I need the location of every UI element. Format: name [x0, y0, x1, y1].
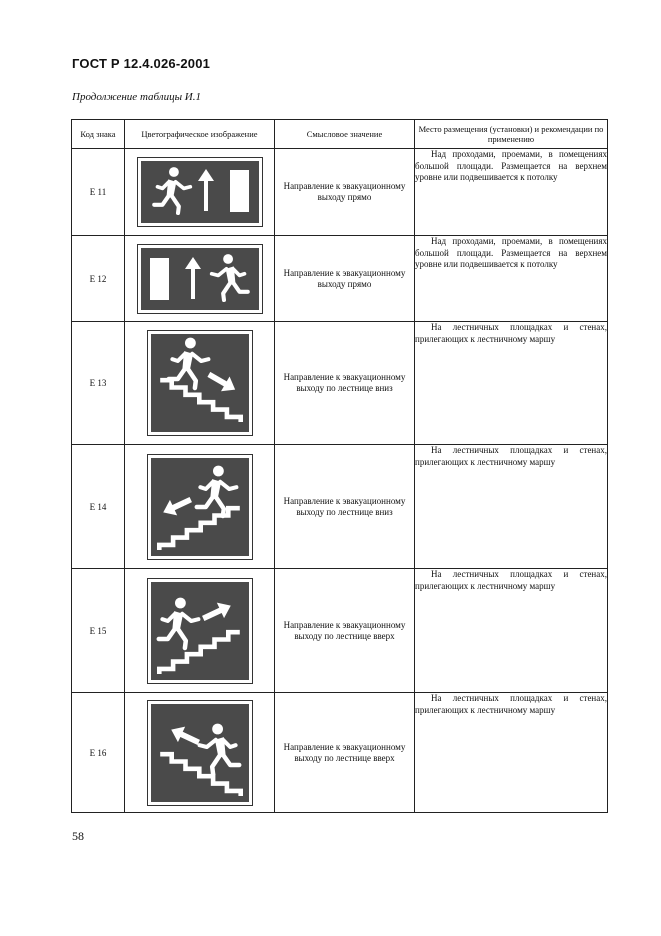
table-row [72, 693, 608, 813]
stairs-up-right-icon [147, 578, 253, 684]
column-header-image: Цветографическое изображение [125, 120, 275, 149]
sign-meaning: Направление к эвакуационному выходу прямо [275, 149, 415, 236]
sign-image-cell [125, 236, 275, 322]
sign-code: Е 15 [72, 569, 125, 693]
stairs-down-left-icon [147, 454, 253, 560]
sign-image-cell [125, 445, 275, 569]
sign-image-cell [125, 693, 275, 813]
table-row [72, 322, 608, 445]
page-number: 58 [72, 829, 84, 843]
sign-placement: На лестничных площадках и стенах, прилегающих к лестничному маршу [415, 445, 608, 569]
sign-placement: На лестничных площадках и стенах, прилегающих к лестничному маршу [415, 569, 608, 693]
sign-image-cell [125, 569, 275, 693]
sign-meaning: Направление к эвакуационному выходу по лестнице вниз [275, 445, 415, 569]
table-row [72, 569, 608, 693]
signs-table [71, 119, 608, 813]
sign-image-cell [125, 322, 275, 445]
column-header-code: Код знака [72, 120, 125, 149]
sign-code: Е 14 [72, 445, 125, 569]
table-row [72, 149, 608, 236]
sign-code: Е 11 [72, 149, 125, 236]
column-header-meaning: Смысловое значение [275, 120, 415, 149]
table-row [72, 445, 608, 569]
sign-meaning: Направление к эвакуационному выходу по лестнице вверх [275, 693, 415, 813]
sign-placement: Над проходами, проемами, в помещениях большой площади. Размещается на верхнем уровне или подвешивается к потолку [415, 149, 608, 236]
sign-placement: На лестничных площадках и стенах, прилегающих к лестничному маршу [415, 693, 608, 813]
running-man-arrow-up-door-icon [137, 157, 263, 227]
door-arrow-up-running-man-icon [137, 244, 263, 314]
column-header-placement: Место размещения (установки) и рекомендации по применению [415, 120, 608, 149]
sign-code: Е 16 [72, 693, 125, 813]
sign-code: Е 12 [72, 236, 125, 322]
sign-meaning: Направление к эвакуационному выходу прямо [275, 236, 415, 322]
table-header-row [72, 120, 608, 149]
table-caption: Продолжение таблицы И.1 [72, 91, 201, 103]
sign-meaning: Направление к эвакуационному выходу по лестнице вниз [275, 322, 415, 445]
sign-code: Е 13 [72, 322, 125, 445]
sign-placement: На лестничных площадках и стенах, прилегающих к лестничному маршу [415, 322, 608, 445]
stairs-up-left-icon [147, 700, 253, 806]
document-header: ГОСТ Р 12.4.026-2001 [72, 56, 211, 71]
table-row [72, 236, 608, 322]
sign-meaning: Направление к эвакуационному выходу по лестнице вверх [275, 569, 415, 693]
sign-placement: Над проходами, проемами, в помещениях большой площади. Размещается на верхнем уровне или подвешивается к потолку [415, 236, 608, 322]
sign-image-cell [125, 149, 275, 236]
stairs-down-right-icon [147, 330, 253, 436]
